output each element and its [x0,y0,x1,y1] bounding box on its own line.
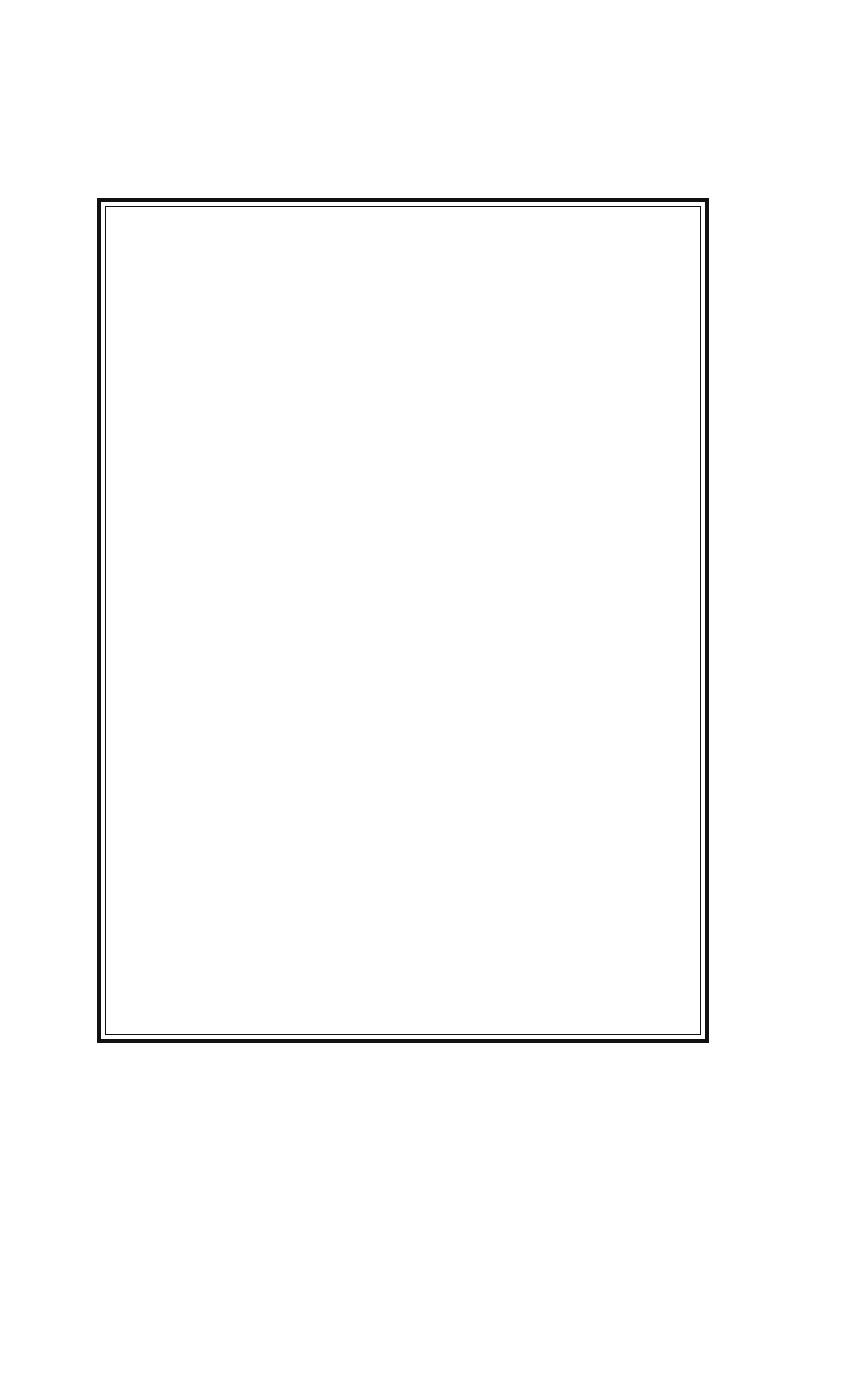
figure-svg [101,202,705,1039]
figure-frame [97,198,709,1043]
